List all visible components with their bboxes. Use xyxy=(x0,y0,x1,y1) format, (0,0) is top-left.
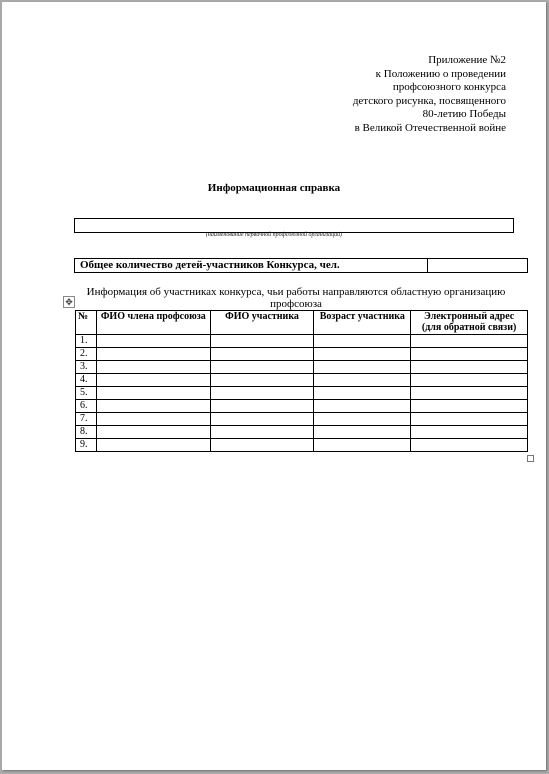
table-cell[interactable] xyxy=(314,400,411,413)
participant-count-cell[interactable] xyxy=(428,259,527,272)
table-cell[interactable] xyxy=(96,374,210,387)
table-row xyxy=(76,413,528,426)
table-cell[interactable] xyxy=(210,426,314,439)
appendix-header xyxy=(353,54,506,135)
document-page xyxy=(2,2,546,770)
table-cell[interactable] xyxy=(314,413,411,426)
table-cell[interactable] xyxy=(411,348,528,361)
table-cell[interactable] xyxy=(96,400,210,413)
table-cell[interactable] xyxy=(210,387,314,400)
table-cell[interactable] xyxy=(96,348,210,361)
table-row xyxy=(76,400,528,413)
table-row xyxy=(76,361,528,374)
table-cell[interactable] xyxy=(411,387,528,400)
row-number: 7. xyxy=(76,413,97,426)
document-title: Информационная справка xyxy=(207,182,341,194)
table-cell[interactable] xyxy=(210,439,314,452)
table-cell[interactable] xyxy=(411,361,528,374)
column-header: ФИО члена профсоюза xyxy=(96,311,210,335)
table-row xyxy=(76,426,528,439)
table-cell[interactable] xyxy=(96,335,210,348)
table-cell[interactable] xyxy=(314,335,411,348)
table-cell[interactable] xyxy=(411,426,528,439)
row-number: 6. xyxy=(76,400,97,413)
table-cell[interactable] xyxy=(411,374,528,387)
table-cell[interactable] xyxy=(411,413,528,426)
column-header: № xyxy=(76,311,97,335)
table-row xyxy=(76,387,528,400)
table-move-handle-icon[interactable]: ✥ xyxy=(63,296,75,308)
column-header: Электронный адрес (для обратной связи) xyxy=(411,311,528,335)
table-cell[interactable] xyxy=(210,413,314,426)
table-cell[interactable] xyxy=(314,348,411,361)
header-line: Приложение №2 xyxy=(428,54,506,66)
column-header: Возраст участника xyxy=(314,311,411,335)
participant-count-label: Общее количество детей-участников Конкурса, чел. xyxy=(75,259,428,272)
table-cell[interactable] xyxy=(210,335,314,348)
organization-name-field[interactable] xyxy=(74,218,514,233)
organization-caption: (наименование первичной профсоюзной организации) xyxy=(205,232,343,238)
row-number: 2. xyxy=(76,348,97,361)
table-cell[interactable] xyxy=(96,387,210,400)
row-number: 8. xyxy=(76,426,97,439)
table-cell[interactable] xyxy=(210,361,314,374)
table-resize-handle[interactable] xyxy=(527,455,534,462)
table-cell[interactable] xyxy=(96,413,210,426)
table-cell[interactable] xyxy=(411,439,528,452)
participant-count-table xyxy=(74,258,528,273)
table-header-row xyxy=(76,311,528,335)
header-line: 80-летию Победы xyxy=(422,108,506,120)
row-number: 9. xyxy=(76,439,97,452)
row-number: 1. xyxy=(76,335,97,348)
table-cell[interactable] xyxy=(411,335,528,348)
header-line: к Положению о проведении xyxy=(375,67,506,80)
participants-info-text: Информация об участниках конкурса, чьи работы направляются областную организацию профсоюза xyxy=(86,286,506,310)
table-cell[interactable] xyxy=(314,387,411,400)
header-line: детского рисунка, посвященного xyxy=(352,94,506,107)
table-cell[interactable] xyxy=(314,374,411,387)
table-cell[interactable] xyxy=(210,374,314,387)
header-line: в Великой Отечественной войне xyxy=(354,121,506,134)
header-line: профсоюзного конкурса xyxy=(392,81,506,93)
table-cell[interactable] xyxy=(210,348,314,361)
row-number: 3. xyxy=(76,361,97,374)
table-cell[interactable] xyxy=(210,400,314,413)
row-number: 4. xyxy=(76,374,97,387)
table-cell[interactable] xyxy=(411,400,528,413)
table-cell[interactable] xyxy=(314,361,411,374)
table-row xyxy=(76,348,528,361)
table-cell[interactable] xyxy=(96,439,210,452)
table-cell[interactable] xyxy=(96,426,210,439)
table-row xyxy=(76,374,528,387)
column-header: ФИО участника xyxy=(210,311,314,335)
table-cell[interactable] xyxy=(96,361,210,374)
table-row xyxy=(76,335,528,348)
table-row xyxy=(76,439,528,452)
participants-table xyxy=(75,310,528,452)
row-number: 5. xyxy=(76,387,97,400)
table-cell[interactable] xyxy=(314,426,411,439)
table-cell[interactable] xyxy=(314,439,411,452)
